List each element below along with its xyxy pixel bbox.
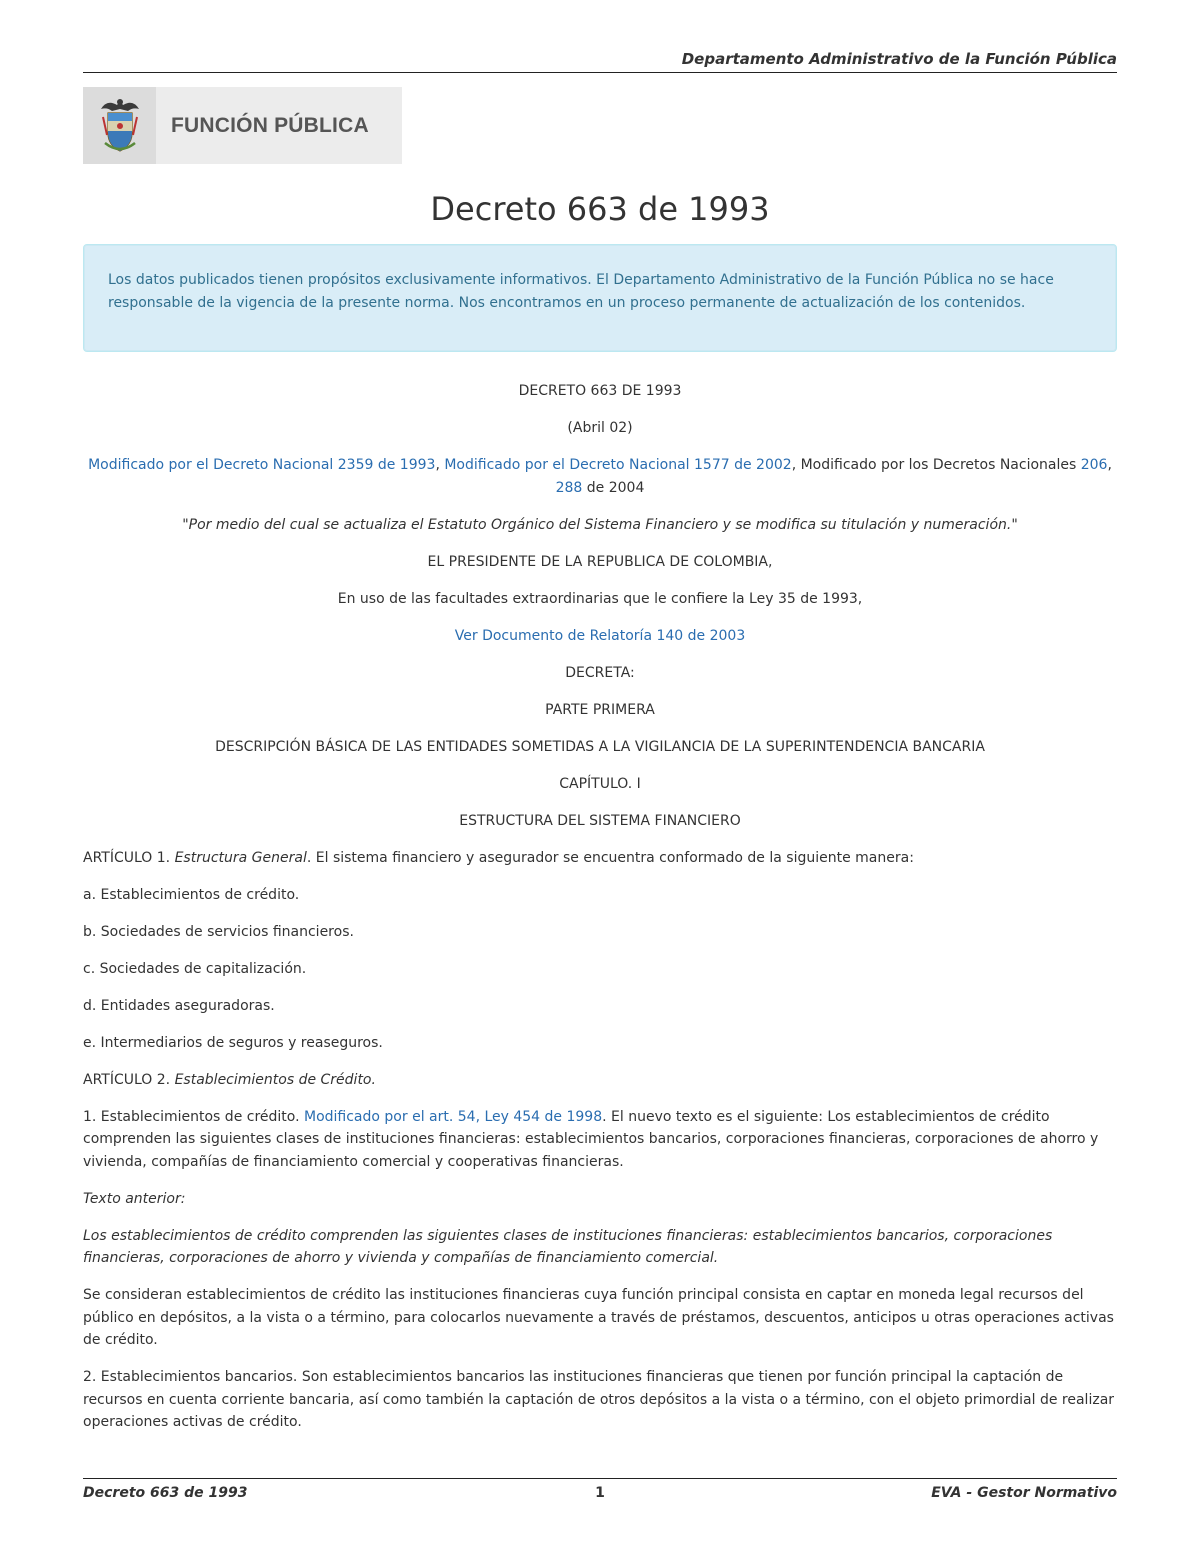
modification-link-288[interactable]: 288 bbox=[555, 479, 583, 496]
paragraph-text: 1. Establecimientos de crédito. bbox=[83, 1108, 304, 1125]
article-text: . El sistema financiero y asegurador se encuentra conformado de la siguiente manera: bbox=[306, 849, 914, 866]
footer bbox=[83, 1485, 1117, 1505]
page-number: 1 bbox=[595, 1485, 605, 1501]
decreta: DECRETA: bbox=[565, 664, 635, 681]
president-line: EL PRESIDENTE DE LA REPUBLICA DE COLOMBIA, bbox=[427, 553, 773, 570]
header-rule bbox=[83, 72, 1117, 73]
chapter-description: ESTRUCTURA DEL SISTEMA FINANCIERO bbox=[459, 812, 741, 829]
article-title: Establecimientos de Crédito. bbox=[174, 1071, 376, 1088]
list-item: e. Intermediarios de seguros y reaseguros. bbox=[83, 1034, 383, 1051]
paragraph-text: . El nuevo texto es el siguiente: Los establecimientos de crédito comprenden las siguientes clases de instituciones financieras: establecimientos bancarios, corporaciones financieras, corporaciones de ahorro y vivienda, compañías de financiamiento comercial y cooperativas financieras. bbox=[83, 1108, 1099, 1170]
relatoria bbox=[83, 625, 1117, 648]
decree-body bbox=[83, 380, 1117, 1448]
article-1 bbox=[83, 847, 1117, 870]
logo-text: FUNCIÓN PÚBLICA bbox=[171, 113, 369, 137]
logo bbox=[83, 87, 402, 164]
footer-brand: EVA - Gestor Normativo bbox=[931, 1485, 1117, 1501]
texto-anterior-label: Texto anterior: bbox=[83, 1190, 186, 1207]
chapter-title: CAPÍTULO. I bbox=[559, 775, 641, 792]
disclaimer-text: Los datos publicados tienen propósitos exclusivamente informativos. El Departamento Administrativo de la Función Pública no se hace responsable de la vigencia de la presente norma. Nos encontramos en un proceso permanente de actualización de los contenidos. bbox=[108, 272, 1054, 311]
footer-rule bbox=[83, 1478, 1117, 1479]
part-description: DESCRIPCIÓN BÁSICA DE LAS ENTIDADES SOMETIDAS A LA VIGILANCIA DE LA SUPERINTENDENCIA BANCARIA bbox=[215, 738, 985, 755]
decree-epigraph: "Por medio del cual se actualiza el Estatuto Orgánico del Sistema Financiero y se modifica su titulación y numeración." bbox=[182, 516, 1018, 533]
article-2 bbox=[83, 1069, 1117, 1092]
list-item: c. Sociedades de capitalización. bbox=[83, 960, 307, 977]
article-2-paragraph-1 bbox=[83, 1106, 1117, 1174]
coat-of-arms-icon bbox=[83, 87, 156, 164]
modification-link-2359[interactable]: Modificado por el Decreto Nacional 2359 de 1993 bbox=[88, 457, 436, 473]
ley-454-link[interactable]: Modificado por el art. 54, Ley 454 de 1998 bbox=[304, 1108, 603, 1125]
modification-link-206[interactable]: 206 bbox=[1080, 457, 1108, 473]
list-item: d. Entidades aseguradoras. bbox=[83, 997, 275, 1014]
disclaimer-alert bbox=[83, 244, 1117, 352]
modification-text: , Modificado por los Decretos Nacionales bbox=[791, 457, 1081, 473]
page-title: Decreto 663 de 1993 bbox=[430, 190, 770, 228]
modification-text: de 2004 bbox=[582, 479, 645, 496]
faculties-line: En uso de las facultades extraordinarias que le confiere la Ley 35 de 1993, bbox=[337, 590, 863, 607]
decree-heading: DECRETO 663 DE 1993 bbox=[518, 383, 682, 399]
footer-doc-title: Decreto 663 de 1993 bbox=[83, 1485, 248, 1501]
list-item: b. Sociedades de servicios financieros. bbox=[83, 923, 354, 940]
texto-anterior-body: Los establecimientos de crédito comprenden las siguientes clases de instituciones financieras: establecimientos bancarios, corporaciones financieras, corporaciones de ahorro y vivienda y compañías de financiamiento comercial. bbox=[83, 1227, 1053, 1266]
modifications bbox=[83, 454, 1117, 499]
part-title: PARTE PRIMERA bbox=[545, 701, 655, 718]
paragraph-bancarios: 2. Establecimientos bancarios. Son establecimientos bancarios las instituciones financieras que tienen por función principal la captación de recursos en cuenta corriente bancaria, así como también la captación de otros depósitos a la vista o a término, con el objeto primordial de realizar operaciones activas de crédito. bbox=[83, 1369, 1115, 1430]
header-org: Departamento Administrativo de la Función Pública bbox=[681, 50, 1117, 68]
list-item: a. Establecimientos de crédito. bbox=[83, 886, 300, 903]
article-label: ARTÍCULO 2. bbox=[83, 1071, 175, 1088]
article-title: Estructura General bbox=[174, 849, 307, 866]
article-label: ARTÍCULO 1. bbox=[83, 849, 175, 866]
paragraph-consideran: Se consideran establecimientos de crédito las instituciones financieras cuya función principal consista en captar en moneda legal recursos del público en depósitos, a la vista o a término, para colocarlos nuevamente a través de préstamos, descuentos, anticipos u otras operaciones activas de crédito. bbox=[83, 1287, 1114, 1348]
modification-sep: , bbox=[1107, 457, 1112, 473]
modification-sep: , bbox=[435, 457, 445, 473]
decree-date: (Abril 02) bbox=[567, 420, 633, 436]
modification-link-1577[interactable]: Modificado por el Decreto Nacional 1577 de 2002 bbox=[444, 457, 792, 473]
relatoria-link[interactable]: Ver Documento de Relatoría 140 de 2003 bbox=[454, 627, 746, 644]
